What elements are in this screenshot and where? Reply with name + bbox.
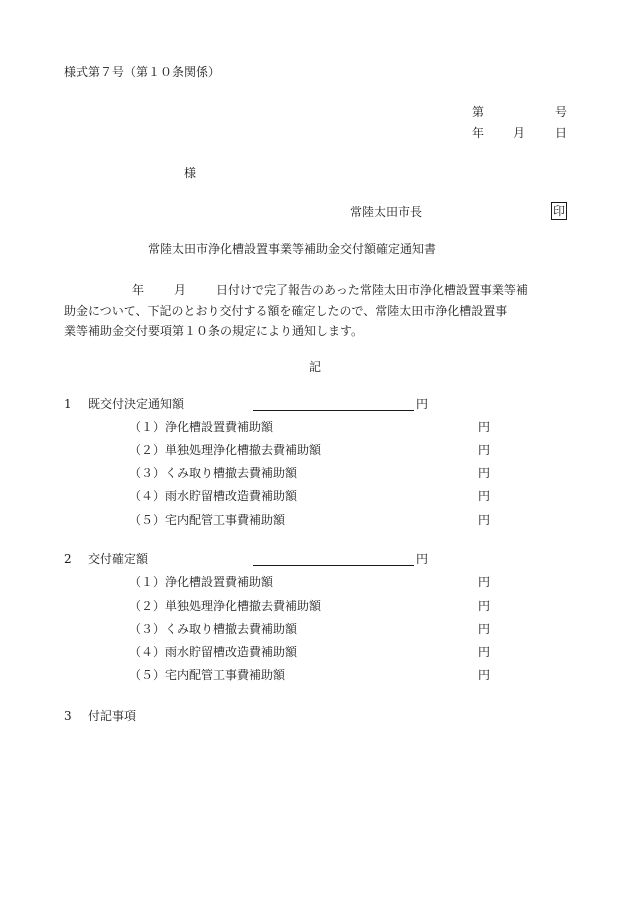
body-month-label: 月 <box>174 283 187 297</box>
body-line1-text: 日付けで完了報告のあった常陸太田市浄化槽設置事業等補 <box>216 283 528 297</box>
date-month-label: 月 <box>513 126 526 140</box>
section-yen-unit: 円 <box>416 397 429 411</box>
date-day-label: 日 <box>555 126 568 140</box>
ki-heading: 記 <box>309 360 322 374</box>
item-yen-unit: 円 <box>478 622 491 636</box>
item-yen-unit: 円 <box>478 420 491 434</box>
document-number-suffix: 号 <box>555 105 568 119</box>
item-yen-unit: 円 <box>478 645 491 659</box>
body-line3-text: 業等補助金交付要項第１０条の規定により通知します。 <box>64 324 364 338</box>
item-yen-unit: 円 <box>478 513 491 527</box>
item-label: （１）浄化槽設置費補助額 <box>129 575 274 589</box>
item-yen-unit: 円 <box>478 489 491 503</box>
body-year-label: 年 <box>132 283 145 297</box>
addressee-suffix: 様 <box>184 166 197 180</box>
body-paragraph <box>64 280 584 342</box>
section-label: 既交付決定通知額 <box>88 397 185 411</box>
item-label: （５）宅内配管工事費補助額 <box>129 668 286 682</box>
amount-blank-line <box>253 565 414 566</box>
item-label: （３）くみ取り槽撤去費補助額 <box>129 622 298 636</box>
item-yen-unit: 円 <box>478 466 491 480</box>
amount-blank-line <box>253 410 414 411</box>
item-label: （１）浄化槽設置費補助額 <box>129 420 274 434</box>
section-label: 交付確定額 <box>88 552 149 566</box>
document-number-prefix: 第 <box>472 105 485 119</box>
section-label: 付記事項 <box>88 709 137 723</box>
item-label: （４）雨水貯留槽改造費補助額 <box>129 489 298 503</box>
item-label: （２）単独処理浄化槽撤去費補助額 <box>129 443 322 457</box>
seal-mark: 印 <box>552 204 565 218</box>
item-yen-unit: 円 <box>478 668 491 682</box>
document-title: 常陸太田市浄化槽設置事業等補助金交付額確定通知書 <box>148 242 437 256</box>
section-yen-unit: 円 <box>416 552 429 566</box>
item-label: （５）宅内配管工事費補助額 <box>129 513 286 527</box>
item-label: （３）くみ取り槽撤去費補助額 <box>129 466 298 480</box>
item-yen-unit: 円 <box>478 443 491 457</box>
item-yen-unit: 円 <box>478 575 491 589</box>
item-label: （２）単独処理浄化槽撤去費補助額 <box>129 599 322 613</box>
form-number: 様式第７号（第１０条関係） <box>64 65 221 79</box>
section-number: 2 <box>64 552 72 566</box>
item-label: （４）雨水貯留槽改造費補助額 <box>129 645 298 659</box>
date-year-label: 年 <box>472 126 485 140</box>
body-line2-text: 助金について、下記のとおり交付する額を確定したので、常陸太田市浄化槽設置事 <box>64 303 508 318</box>
sender-name: 常陸太田市長 <box>350 205 423 219</box>
section-number: 1 <box>64 397 72 411</box>
item-yen-unit: 円 <box>478 599 491 613</box>
section-number: 3 <box>64 709 72 723</box>
